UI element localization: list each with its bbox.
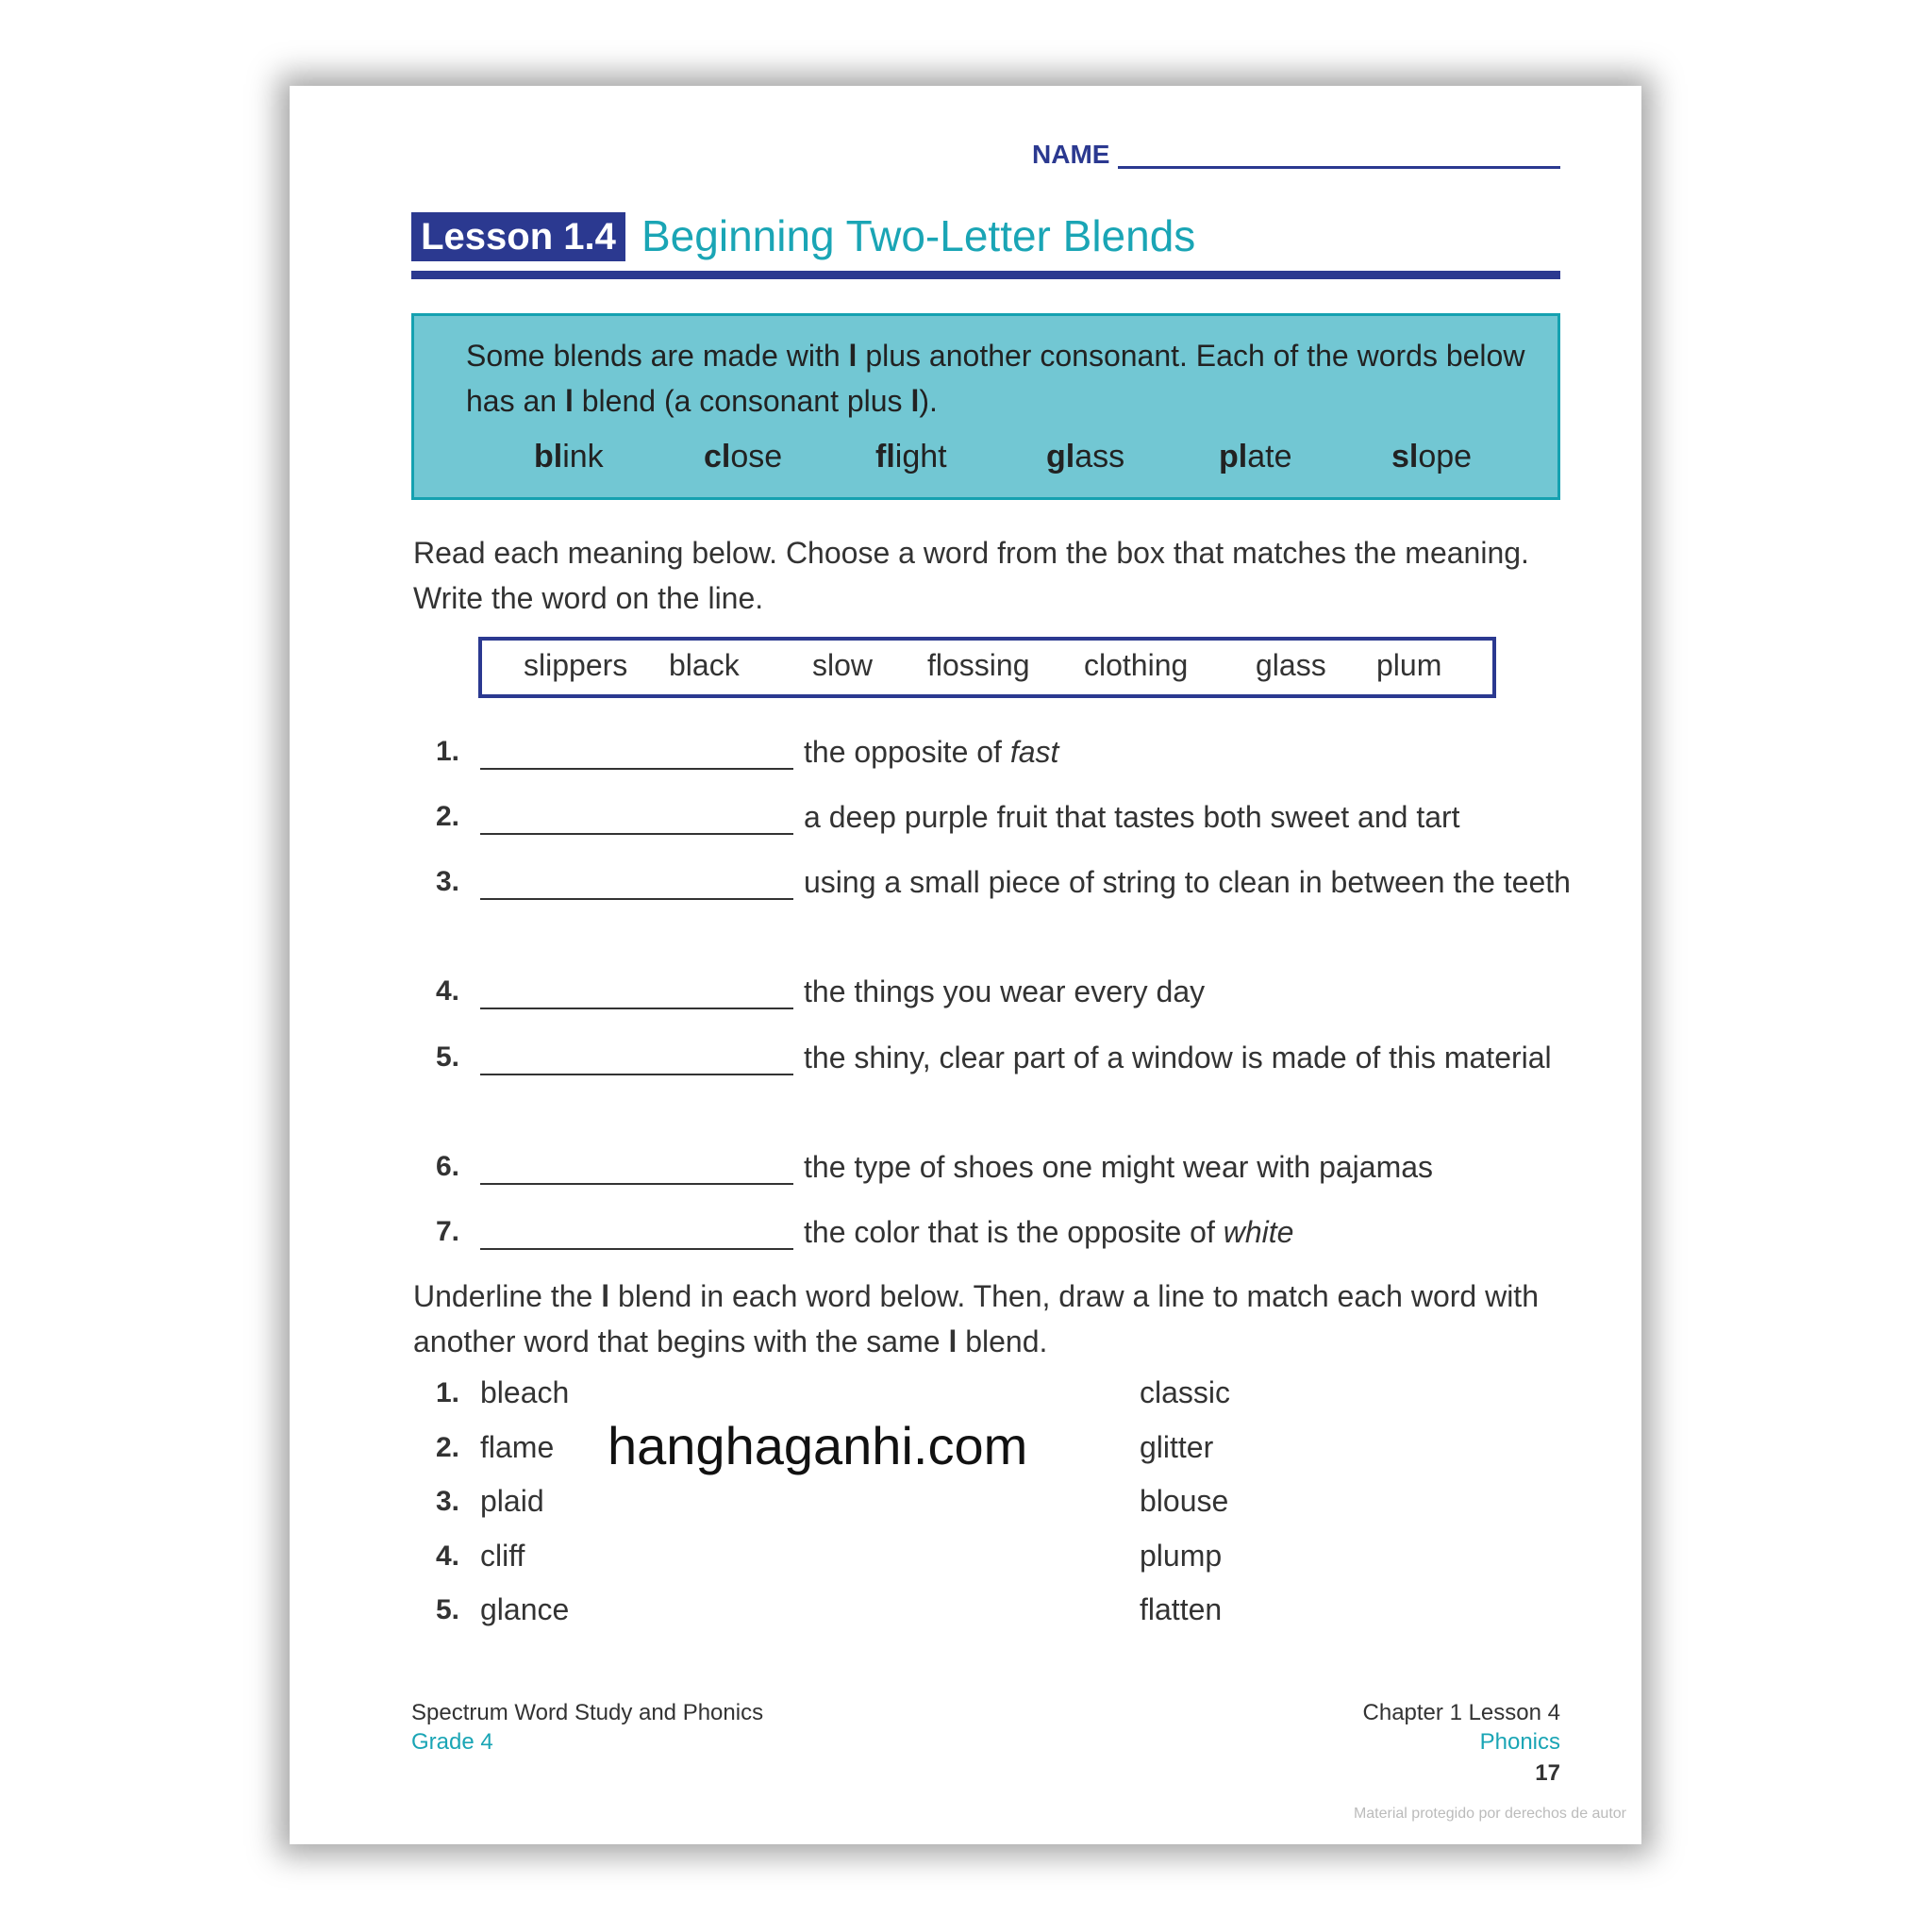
item-number: 4.	[436, 975, 460, 1007]
part2-instructions: Underline the l blend in each word below. Then, draw a line to match each word with another word that begins with the same l blend.	[413, 1279, 1539, 1358]
info-text-part: ).	[919, 384, 938, 418]
answer-line[interactable]	[480, 1183, 793, 1185]
example-word: plate	[1219, 439, 1292, 475]
example-word: blink	[534, 439, 604, 475]
info-box	[411, 313, 1560, 500]
footer-grade: Grade 4	[411, 1729, 493, 1755]
item-meaning: the type of shoes one might wear with pajamas	[804, 1150, 1434, 1184]
item-number: 7.	[436, 1216, 460, 1247]
match-left-word[interactable]: glance	[480, 1592, 570, 1626]
answer-line[interactable]	[480, 898, 793, 900]
item-number: 5.	[436, 1041, 460, 1073]
word-bank-item: clothing	[1084, 648, 1189, 682]
item-number: 3.	[436, 866, 460, 897]
match-right-word[interactable]: classic	[1140, 1375, 1231, 1409]
title-rule	[411, 271, 1560, 279]
example-word: glass	[1046, 439, 1125, 475]
match-right-word[interactable]: blouse	[1140, 1484, 1229, 1518]
part1-instructions: Read each meaning below. Choose a word from the box that matches the meaning. Write the word on the line.	[413, 536, 1529, 615]
info-text-bold: l	[910, 384, 920, 418]
info-text-part: plus another consonant. Each of the words below has an	[466, 339, 1525, 418]
item-meaning: the shiny, clear part of a window is made of this material	[804, 1041, 1552, 1074]
match-number: 4.	[436, 1541, 460, 1572]
match-right-word[interactable]: plump	[1140, 1539, 1223, 1573]
example-word: slope	[1391, 439, 1473, 475]
word-bank	[478, 637, 1496, 698]
item-meaning: the color that is the opposite of white	[804, 1215, 1294, 1249]
name-field-line[interactable]	[1118, 166, 1560, 169]
example-word: close	[704, 439, 783, 475]
match-left-word[interactable]: cliff	[480, 1539, 525, 1573]
footer-subject: Phonics	[1479, 1729, 1560, 1755]
name-label: NAME	[1032, 140, 1110, 169]
word-bank-item: flossing	[927, 648, 1030, 682]
copyright-notice: Material protegido por derechos de autor	[1353, 1806, 1626, 1822]
match-number: 3.	[436, 1486, 460, 1517]
answer-line[interactable]	[480, 1248, 793, 1250]
match-number: 2.	[436, 1432, 460, 1463]
answer-line[interactable]	[480, 1008, 793, 1009]
word-bank-item: slow	[812, 648, 874, 682]
watermark: hanghaganhi.com	[608, 1416, 1028, 1475]
item-number: 1.	[436, 736, 460, 767]
word-bank-item: slippers	[524, 648, 628, 682]
page-number: 17	[1535, 1760, 1560, 1786]
item-number: 2.	[436, 801, 460, 832]
info-text	[466, 333, 1541, 424]
word-bank-item: plum	[1376, 648, 1442, 682]
footer-chapter: Chapter 1 Lesson 4	[1362, 1700, 1560, 1725]
answer-line[interactable]	[480, 768, 793, 770]
lesson-title: Beginning Two-Letter Blends	[641, 211, 1196, 260]
answer-line[interactable]	[480, 1074, 793, 1075]
match-number: 1.	[436, 1377, 460, 1408]
match-number: 5.	[436, 1594, 460, 1625]
footer-book: Spectrum Word Study and Phonics	[411, 1700, 764, 1725]
item-number: 6.	[436, 1151, 460, 1182]
info-text-part: Some blends are made with	[466, 339, 849, 373]
answer-line[interactable]	[480, 833, 793, 835]
lesson-badge: Lesson 1.4	[411, 212, 625, 261]
match-right-word[interactable]: glitter	[1140, 1430, 1214, 1464]
match-left-word[interactable]: bleach	[480, 1375, 570, 1409]
info-text-part: blend (a consonant plus	[573, 384, 911, 418]
match-right-word[interactable]: flatten	[1140, 1592, 1223, 1626]
match-left-word[interactable]: flame	[480, 1430, 555, 1464]
item-meaning: the things you wear every day	[804, 974, 1206, 1008]
item-meaning: a deep purple fruit that tastes both sweet and tart	[804, 800, 1460, 834]
word-bank-item: glass	[1256, 648, 1326, 682]
example-word: flight	[875, 439, 947, 475]
item-meaning: the opposite of fast	[804, 735, 1059, 769]
word-bank-item: black	[669, 648, 740, 682]
info-text-bold: l	[564, 384, 574, 418]
item-meaning: using a small piece of string to clean in between the teeth	[804, 865, 1571, 899]
match-left-word[interactable]: plaid	[480, 1484, 544, 1518]
info-text-bold: l	[848, 339, 858, 373]
